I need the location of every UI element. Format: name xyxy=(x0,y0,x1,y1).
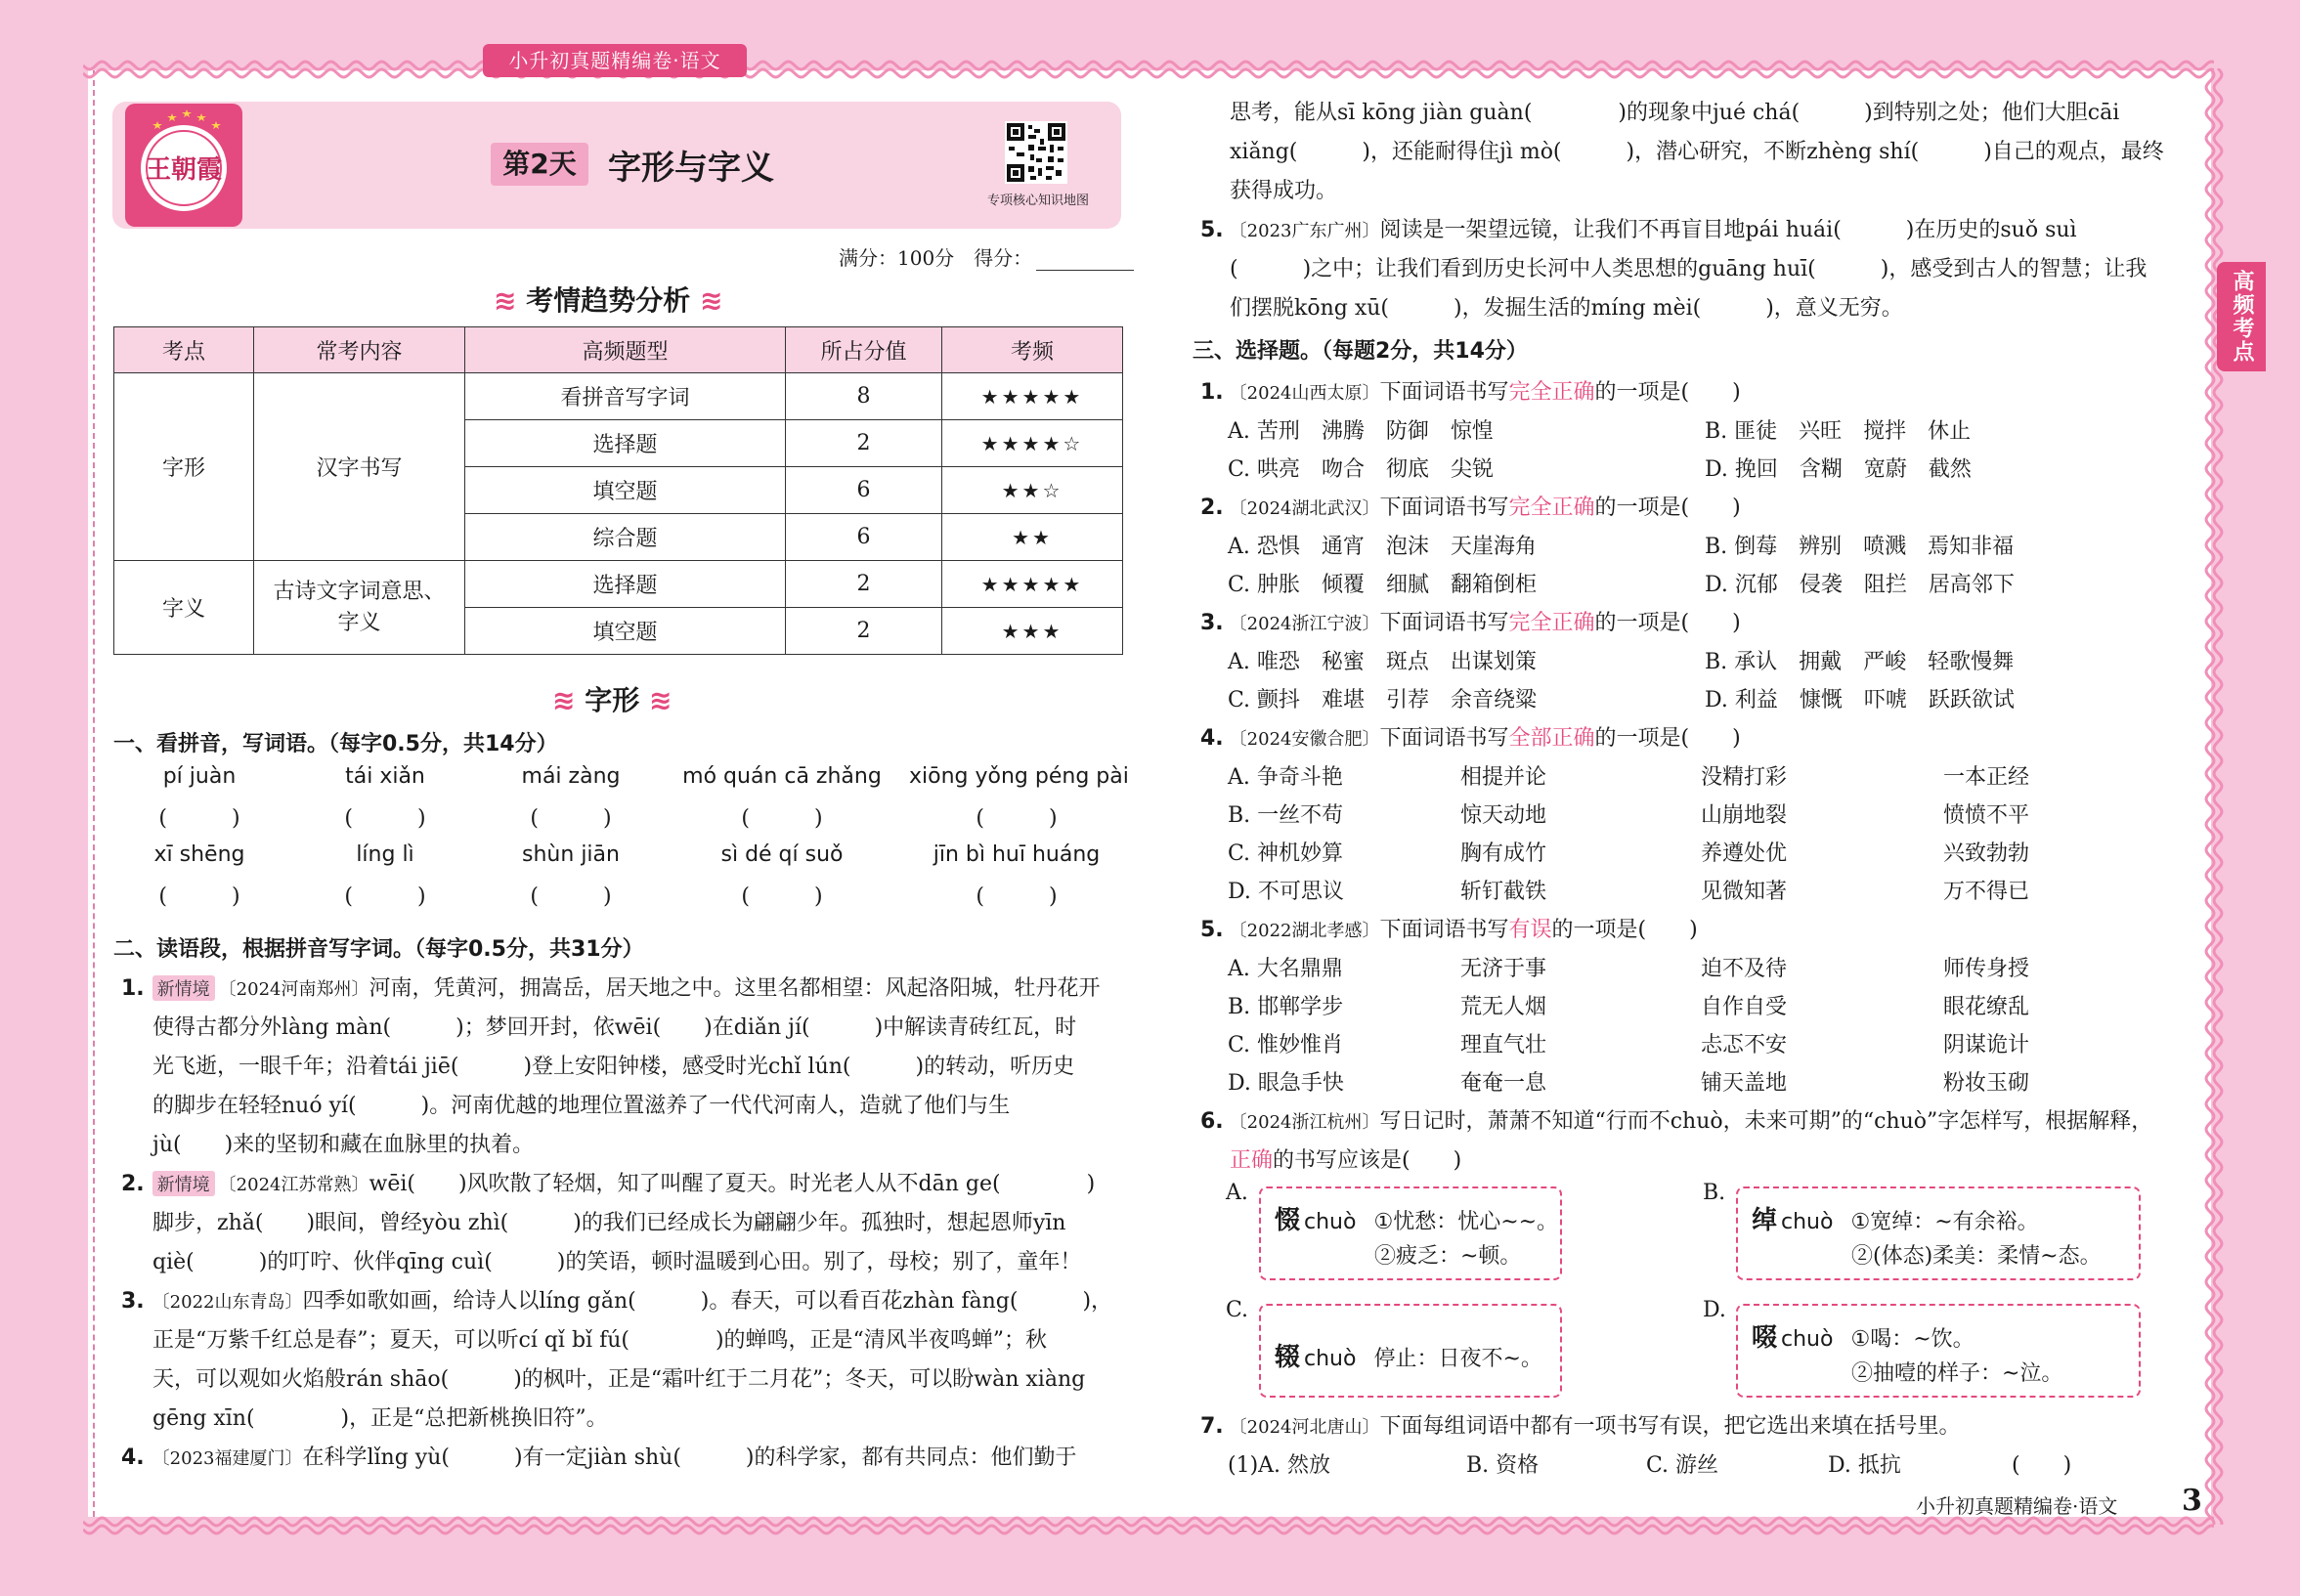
paragraph-line xyxy=(152,1323,1047,1354)
source-tag: 〔2024浙江杭州〕 xyxy=(1229,1112,1380,1133)
answer-blank[interactable]: ( ) xyxy=(530,884,612,909)
choice-option[interactable]: C. 肿胀 倾覆 细腻 翻箱倒柜 xyxy=(1228,573,1538,597)
choice-option[interactable]: D. 不可思议 xyxy=(1228,880,1344,904)
choice-option[interactable]: 没精打彩 xyxy=(1701,765,1788,790)
source-tag: 〔2024江苏常熟〕 xyxy=(218,1175,369,1195)
bottom-wave-border xyxy=(83,1513,2214,1538)
table-header-row xyxy=(114,327,1123,373)
cell-content: 古诗文字词意思、字义 xyxy=(254,561,465,655)
dict-option-label[interactable]: C. xyxy=(1226,1298,1249,1322)
svg-text:王朝霞: 王朝霞 xyxy=(145,155,223,185)
cell-content: 汉字书写 xyxy=(254,373,465,561)
stem-text: 的书写应该是( ) xyxy=(1273,1148,1462,1173)
stem-text: 的一项是( ) xyxy=(1594,496,1741,520)
source-tag: 〔2022山东青岛〕 xyxy=(152,1292,303,1313)
choice-option[interactable]: 山崩地裂 xyxy=(1701,803,1788,828)
pinyin-text: tái xiǎn xyxy=(345,764,425,789)
stem-text: 的一项是( ) xyxy=(1551,918,1698,942)
line-text: gēng xīn( )，正是“总把新桃换旧符”。 xyxy=(152,1406,608,1431)
choice-option[interactable]: 粉妆玉砌 xyxy=(1943,1071,2030,1096)
choice-option[interactable]: 愤愤不平 xyxy=(1943,803,2030,828)
line-text: 天，可以观如火焰般rán shāo( )的枫叶，正是“霜叶红于二月花”；冬天，可以盼wàn xiàng xyxy=(152,1367,1086,1392)
choice-option[interactable]: A. 恐惧 通宵 泡沫 天崖海角 xyxy=(1228,535,1537,559)
choice-option[interactable]: 养遵处优 xyxy=(1701,841,1788,866)
paragraph-line xyxy=(121,971,1101,1002)
stem-text: 的一项是( ) xyxy=(1594,611,1741,635)
cell-score: 8 xyxy=(786,373,942,420)
answer-blank[interactable]: ( ) xyxy=(976,806,1058,831)
stem-text: 下面词语书写 xyxy=(1379,726,1509,751)
pinyin-text: sì dé qí suǒ xyxy=(720,842,844,867)
dict-meaning: ①喝：~饮。 xyxy=(1850,1327,1975,1352)
question-number: 3. xyxy=(121,1289,145,1314)
choice-option[interactable]: A. 争奇斗艳 xyxy=(1228,765,1343,790)
choice-option[interactable]: 理直气壮 xyxy=(1460,1033,1547,1057)
stem-keyword: 完全正确 xyxy=(1508,380,1595,405)
paragraph-line xyxy=(1200,213,2077,243)
choice-option[interactable]: B. 倒莓 辨别 喷溅 焉知非福 xyxy=(1705,535,2015,559)
choice-option[interactable]: 惊天动地 xyxy=(1460,803,1547,828)
score-line xyxy=(839,242,1134,271)
source-tag: 〔2024河南郑州〕 xyxy=(218,979,369,1000)
paragraph-line: xiǎng( )，还能耐得住jì mò( )，潜心研究，不断zhèng shí( )自己的观点，最终 xyxy=(1230,140,2164,164)
question-number: 3. xyxy=(1200,611,1224,635)
dict-entry-line xyxy=(1752,1317,1975,1354)
choice-option[interactable]: C. 游丝 xyxy=(1646,1453,1719,1478)
dict-char: 啜 xyxy=(1752,1323,1778,1353)
choice-option[interactable]: B. 匪徒 兴旺 搅拌 休止 xyxy=(1705,419,1972,444)
dict-pinyin: chuò xyxy=(1304,1347,1357,1371)
question-stem xyxy=(1200,721,1741,752)
qr-caption: 专项核心知识地图 xyxy=(986,194,1089,208)
dict-entry-line xyxy=(1752,1200,2039,1236)
question-number: 4. xyxy=(121,1445,145,1470)
choice-option[interactable]: C. 哄亮 吻合 彻底 尖锐 xyxy=(1228,457,1495,482)
cell-score: 2 xyxy=(786,561,942,608)
answer-blank[interactable]: ( ) xyxy=(976,884,1058,909)
question-number: 4. xyxy=(1200,726,1224,751)
paragraph-line: 获得成功。 xyxy=(1230,179,1338,203)
cell-stars: ★★★★★ xyxy=(942,373,1123,420)
question-number: 2. xyxy=(121,1172,145,1196)
stem-text: 下面词语书写 xyxy=(1379,380,1509,405)
col-header: 考频 xyxy=(942,327,1123,373)
stem-keyword: 完全正确 xyxy=(1508,611,1595,635)
zixing-title: ≋ 字形 ≋ xyxy=(552,684,673,716)
paragraph-line xyxy=(121,1441,1077,1471)
choice-option[interactable]: C. 惟妙惟肖 xyxy=(1228,1033,1344,1057)
choice-option[interactable]: B. 一丝不苟 xyxy=(1228,803,1344,828)
pinyin-text: mó quán cā zhǎng xyxy=(682,764,882,789)
cell-type: 选择题 xyxy=(465,561,786,608)
question-number: 5. xyxy=(1200,218,1224,242)
choice-option[interactable]: A. 大名鼎鼎 xyxy=(1228,957,1343,981)
table-row xyxy=(114,561,1123,608)
choice-option[interactable]: B. 承认 拥戴 严峻 轻歌慢舞 xyxy=(1705,650,2015,674)
source-tag: 〔2024安徽合肥〕 xyxy=(1229,729,1380,750)
choice-option[interactable]: 无济于事 xyxy=(1460,957,1547,981)
cell-score: 6 xyxy=(786,467,942,514)
cell-score: 2 xyxy=(786,420,942,467)
choice-option[interactable]: 胸有成竹 xyxy=(1460,841,1547,866)
choice-option[interactable]: 眼花缭乱 xyxy=(1943,995,2030,1019)
line-text: 阅读是一架望远镜，让我们不再盲目地pái huái( )在历史的suǒ suì xyxy=(1379,218,2077,242)
stem-keyword: 有误 xyxy=(1508,918,1552,942)
part2-title: 二、读语段，根据拼音写字词。（每字0.5分，共31分） xyxy=(113,937,644,962)
choice-option[interactable]: D. 挽回 含糊 宽蔚 截然 xyxy=(1705,457,1972,482)
answer-blank[interactable]: ( ) xyxy=(344,884,426,909)
part1-title: 一、看拼音，写词语。（每字0.5分，共14分） xyxy=(113,732,558,756)
qr-code-icon[interactable] xyxy=(1005,121,1067,184)
stem-text: 的一项是( ) xyxy=(1594,726,1741,751)
choice-option[interactable]: D. 眼急手快 xyxy=(1228,1071,1344,1096)
question-number: 6. xyxy=(1200,1109,1224,1134)
choice-option[interactable]: D. 抵抗 xyxy=(1828,1453,1901,1478)
dict-char: 辍 xyxy=(1275,1343,1301,1372)
choice-option[interactable]: D. 沉郁 侵袭 阻拦 居高邻下 xyxy=(1705,573,2015,597)
paragraph-line xyxy=(152,1011,1076,1041)
answer-blank[interactable]: ( ) xyxy=(741,884,823,909)
choice-option[interactable]: 忐忑不安 xyxy=(1701,1033,1788,1057)
question-stem xyxy=(1230,1143,1461,1174)
score-blank[interactable] xyxy=(1036,252,1134,271)
dict-entry-line xyxy=(1275,1337,1542,1373)
top-wave-border xyxy=(83,57,2214,82)
source-tag: 〔2023广东广州〕 xyxy=(1229,221,1380,241)
question-number: 1. xyxy=(121,976,145,1001)
choice-option[interactable]: 兴致勃勃 xyxy=(1943,841,2030,866)
score-label: 满分：100分 得分： xyxy=(839,246,1033,270)
choice-option[interactable]: 斩钉截铁 xyxy=(1460,880,1547,904)
brand-logo xyxy=(125,104,242,227)
dict-entry-line xyxy=(1275,1200,1558,1236)
cell-stars: ★★★★☆ xyxy=(942,420,1123,467)
paragraph-line xyxy=(121,1167,1095,1197)
col-header: 所占分值 xyxy=(786,327,942,373)
paragraph-line xyxy=(152,1245,1081,1275)
stem-keyword: 全部正确 xyxy=(1508,726,1595,751)
pinyin-text: xī shēng xyxy=(153,842,245,867)
dict-pinyin: chuò xyxy=(1781,1210,1834,1234)
dict-option-label[interactable]: B. xyxy=(1703,1181,1726,1205)
col-header: 高频题型 xyxy=(465,327,786,373)
choice-option[interactable]: B. 资格 xyxy=(1466,1453,1540,1478)
source-tag: 〔2024山西太原〕 xyxy=(1229,383,1380,404)
stem-text: 下面词语书写 xyxy=(1379,918,1509,942)
dict-meaning: ②抽噎的样子：~泣。 xyxy=(1851,1361,2063,1386)
stem-keyword: 完全正确 xyxy=(1508,496,1595,520)
col-header: 考点 xyxy=(114,327,254,373)
choice-option[interactable]: 阴谋诡计 xyxy=(1943,1033,2030,1057)
paragraph-line xyxy=(152,1128,534,1158)
cell-stars: ★★☆ xyxy=(942,467,1123,514)
choice-option[interactable]: 荒无人烟 xyxy=(1460,995,1547,1019)
col-header: 常考内容 xyxy=(254,327,465,373)
choice-option[interactable]: C. 颤抖 难堪 引荐 余音绕粱 xyxy=(1228,688,1538,712)
choice-option[interactable]: 自作自受 xyxy=(1701,995,1788,1019)
line-text: qiè( )的叮咛、伙伴qīng cuì( )的笑语，顿时温暖到心田。别了，母校；别了，童年！ xyxy=(152,1250,1082,1274)
dict-meaning: ①忧愁：忧心~~。 xyxy=(1373,1210,1559,1234)
table-row xyxy=(114,373,1123,420)
choice-option[interactable]: A. 唯恐 秘蜜 斑点 出谋划策 xyxy=(1228,650,1537,674)
choice-option[interactable]: 迫不及待 xyxy=(1701,957,1788,981)
left-dashed-border xyxy=(93,70,95,1517)
answer-blank[interactable]: ( ) xyxy=(530,806,612,831)
choice-option[interactable]: (1)A. 然放 xyxy=(1228,1453,1331,1478)
part3-title: 三、选择题。（每题2分，共14分） xyxy=(1193,339,1528,364)
choice-option[interactable]: ( ) xyxy=(2012,1453,2072,1478)
line-text: 使得古都分外làng màn( )；梦回开封，依wēi( )在diǎn jí( )中解读青砖红瓦，时 xyxy=(152,1015,1077,1040)
line-text: 光飞逝，一眼千年；沿着tái jiē( )登上安阳钟楼，感受时光chǐ lún( )的转动，听历史 xyxy=(152,1055,1075,1079)
line-text: 的脚步在轻轻nuó yí( )。河南优越的地理位置滋养了一代代河南人，造就了他们与生 xyxy=(152,1094,1011,1118)
dict-char: 惙 xyxy=(1275,1206,1301,1235)
line-text: 四季如歌如画，给诗人以líng gǎn( )。春天，可以看百花zhàn fàng( )， xyxy=(302,1289,1113,1314)
stem-text: 下面每组词语中都有一项书写有误，把它选出来填在括号里。 xyxy=(1379,1414,1961,1439)
line-text: 在科学lǐng yù( )有一定jiàn shù( )的科学家，都有共同点：他们勤于 xyxy=(302,1445,1077,1470)
stem-text: 下面词语书写 xyxy=(1379,611,1509,635)
answer-blank[interactable]: ( ) xyxy=(344,806,426,831)
pinyin-text: jīn bì huī huáng xyxy=(933,842,1101,867)
question-stem xyxy=(1200,606,1741,636)
cell-type: 填空题 xyxy=(465,608,786,655)
source-tag: 〔2022湖北孝感〕 xyxy=(1229,921,1380,941)
choice-option[interactable]: 见微知著 xyxy=(1701,880,1788,904)
dict-char: 绰 xyxy=(1752,1206,1778,1235)
choice-option[interactable]: 相提并论 xyxy=(1460,765,1547,790)
line-text: 正是“万紫千红总是春”；夏天，可以听cí qǐ bǐ fú( )的蝉鸣，正是“清风半夜鸣蝉”；秋 xyxy=(152,1328,1048,1353)
stem-text: 下面词语书写 xyxy=(1379,496,1509,520)
dict-meaning: 停止：日夜不~。 xyxy=(1373,1347,1542,1371)
pinyin-text: xiōng yǒng péng pài xyxy=(909,764,1129,789)
question-stem xyxy=(1200,491,1741,521)
cell-score: 6 xyxy=(786,514,942,561)
page-title: 字形与字义 xyxy=(608,149,774,188)
page-number: 3 xyxy=(2182,1484,2202,1518)
question-stem xyxy=(1200,1409,1961,1440)
cell-type: 填空题 xyxy=(465,467,786,514)
cell-stars: ★★ xyxy=(942,514,1123,561)
question-number: 2. xyxy=(1200,496,1224,520)
dict-pinyin: chuò xyxy=(1781,1327,1834,1352)
side-tab[interactable]: 高频考点 xyxy=(2217,262,2266,371)
source-tag: 〔2024河北唐山〕 xyxy=(1229,1417,1380,1438)
dict-meaning: ②(体态)柔美：柔情~态。 xyxy=(1851,1244,2102,1269)
new-context-tag: 新情境 xyxy=(152,975,215,1001)
question-number: 1. xyxy=(1200,380,1224,405)
source-tag: 〔2024湖北武汉〕 xyxy=(1229,498,1380,519)
cell-type: 看拼音写字词 xyxy=(465,373,786,420)
analysis-table xyxy=(113,326,1123,655)
cell-point: 字形 xyxy=(114,373,254,561)
dict-meaning: ①宽绰：~有余裕。 xyxy=(1850,1210,2039,1234)
choice-option[interactable]: 铺天盖地 xyxy=(1701,1071,1788,1096)
paragraph-line xyxy=(152,1089,1010,1119)
source-tag: 〔2024浙江宁波〕 xyxy=(1229,614,1380,634)
paragraph-line: 们摆脱kōng xū( )，发掘生活的míng mèi( )，意义无穷。 xyxy=(1230,296,1903,321)
paragraph-line xyxy=(152,1206,1065,1236)
paragraph-line xyxy=(121,1284,1112,1315)
choice-option[interactable]: 一本正经 xyxy=(1943,765,2030,790)
stem-keyword: 正确 xyxy=(1230,1148,1274,1173)
cell-point: 字义 xyxy=(114,561,254,655)
paragraph-line xyxy=(152,1402,608,1432)
question-stem xyxy=(1200,913,1698,943)
question-stem xyxy=(1200,1104,2152,1135)
cell-type: 综合题 xyxy=(465,514,786,561)
paragraph-line xyxy=(152,1362,1085,1393)
choice-option[interactable]: D. 利益 慷慨 吓唬 跃跃欲试 xyxy=(1705,688,2015,712)
pinyin-text: shùn jiān xyxy=(522,842,620,867)
pinyin-text: líng lì xyxy=(356,842,414,867)
line-text: wēi( )风吹散了轻烟，知了叫醒了夏天。时光老人从不dān ge( ) xyxy=(369,1172,1096,1196)
line-text: jù( )来的坚韧和藏在血脉里的执着。 xyxy=(152,1133,535,1157)
answer-blank[interactable]: ( ) xyxy=(158,884,240,909)
answer-blank[interactable]: ( ) xyxy=(741,806,823,831)
question-stem xyxy=(1200,375,1741,406)
series-tag: 小升初真题精编卷·语文 xyxy=(483,44,747,77)
paragraph-line xyxy=(152,1050,1074,1080)
choice-option[interactable]: 万不得已 xyxy=(1943,880,2030,904)
dict-meaning: ②疲乏：~顿。 xyxy=(1374,1244,1522,1269)
cell-score: 2 xyxy=(786,608,942,655)
cell-stars: ★★★★★ xyxy=(942,561,1123,608)
choice-option[interactable]: A. 苦刑 沸腾 防御 惊惶 xyxy=(1228,419,1494,444)
cell-stars: ★★★ xyxy=(942,608,1123,655)
dict-option-label[interactable]: D. xyxy=(1703,1298,1726,1322)
source-tag: 〔2023福建厦门〕 xyxy=(152,1448,303,1469)
day-badge: 第2天 xyxy=(491,143,588,186)
analysis-title: ≋ 考情趋势分析 ≋ xyxy=(494,284,723,317)
line-text: 脚步，zhǎ( )眼间，曾经yòu zhì( )的我们已经成长为翩翩少年。孤独时，想起恩师yīn xyxy=(152,1211,1066,1235)
stem-text: 的一项是( ) xyxy=(1594,380,1741,405)
choice-option[interactable]: C. 神机妙算 xyxy=(1228,841,1344,866)
paragraph-line: ( )之中；让我们看到历史长河中人类思想的guāng huī( )，感受到古人的智慧；让我 xyxy=(1230,257,2148,281)
new-context-tag: 新情境 xyxy=(152,1171,215,1196)
dict-option-label[interactable]: A. xyxy=(1226,1181,1248,1205)
dict-pinyin: chuò xyxy=(1304,1210,1357,1234)
answer-blank[interactable]: ( ) xyxy=(158,806,240,831)
pinyin-text: pí juàn xyxy=(162,764,237,789)
line-text: 河南，凭黄河，拥嵩岳，居天地之中。这里名都相望：风起洛阳城，牡丹花开 xyxy=(369,976,1101,1001)
footer-title: 小升初真题精编卷·语文 xyxy=(1916,1494,2118,1518)
choice-option[interactable]: B. 邯郸学步 xyxy=(1228,995,1344,1019)
choice-option[interactable]: 师传身授 xyxy=(1943,957,2030,981)
cell-type: 选择题 xyxy=(465,420,786,467)
question-number: 7. xyxy=(1200,1414,1224,1439)
paragraph-line: 思考，能从sī kōng jiàn guàn( )的现象中jué chá( )到特别之处；他们大胆cāi xyxy=(1230,101,2120,125)
choice-option[interactable]: 奄奄一息 xyxy=(1460,1071,1547,1096)
pinyin-text: mái zàng xyxy=(521,764,621,789)
stem-text: 写日记时，萧萧不知道“行而不chuò，未来可期”的“chuò”字怎样写，根据解释， xyxy=(1379,1109,2153,1134)
question-number: 5. xyxy=(1200,918,1224,942)
